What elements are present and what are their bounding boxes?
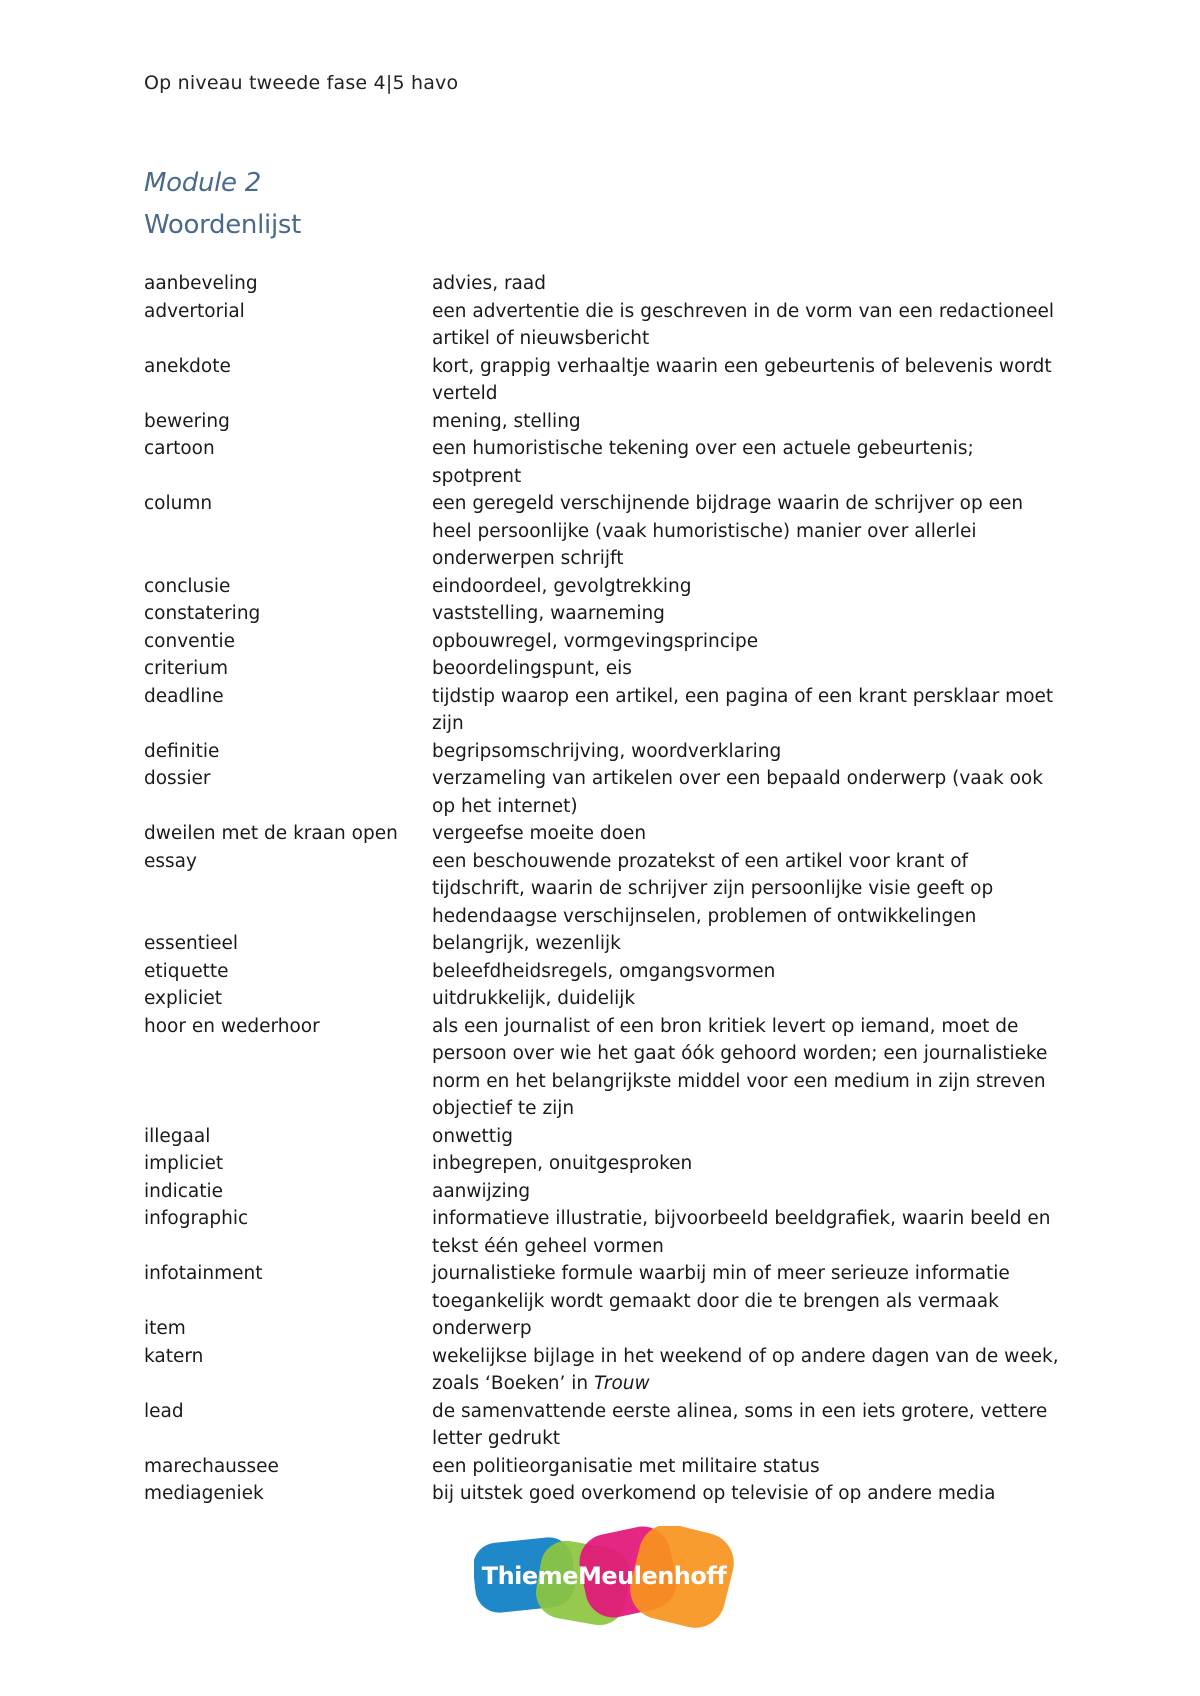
- glossary-term: anekdote: [144, 355, 231, 377]
- glossary-term: conclusie: [144, 575, 231, 597]
- glossary-entry: [144, 573, 1064, 601]
- glossary-definition: [432, 765, 1064, 820]
- definition-text: wekelijkse bijlage in het weekend of op andere dagen van de week, zoals ‘Boeken’ in: [432, 1345, 1059, 1394]
- glossary-term: expliciet: [144, 988, 222, 1009]
- glossary-entry: [144, 1480, 1064, 1508]
- glossary-definition: [432, 573, 1064, 601]
- glossary-entry: [144, 683, 1064, 738]
- glossary-term: item: [144, 1318, 186, 1339]
- glossary-definition: [432, 1205, 1064, 1260]
- definition-text: vergeefse moeite doen: [432, 823, 647, 844]
- glossary-entry: [144, 490, 1064, 573]
- definition-text: informatieve illustratie, bijvoorbeeld beeldgrafiek, waarin beeld en tekst één geheel vormen: [432, 1208, 1051, 1257]
- section-title: Woordenlijst: [144, 210, 302, 240]
- glossary-entry: [144, 765, 1064, 820]
- glossary-entry: [144, 1178, 1064, 1206]
- definition-text: de samenvattende eerste alinea, soms in een iets grotere, vettere letter gedrukt: [432, 1400, 1048, 1449]
- glossary-term: aanbeveling: [144, 273, 258, 294]
- definition-text: als een journalist of een bron kritiek levert op iemand, moet de persoon over wie het gaat óók gehoord worden; een journalistieke norm en het belangrijkste middel voor een medium in zijn streven objectief te zijn: [432, 1015, 1048, 1119]
- glossary-term: cartoon: [144, 438, 215, 459]
- glossary-entry: [144, 930, 1064, 958]
- definition-text: een beschouwende prozatekst of een artikel voor krant of tijdschrift, waarin de schrijver zijn persoonlijke visie geeft op hedendaagse verschijnselen, problemen of ontwikkelingen: [432, 850, 994, 927]
- glossary-definition: [432, 1453, 1064, 1481]
- definition-text: een advertentie die is geschreven in de vorm van een redactioneel artikel of nieuwsbericht: [432, 300, 1055, 349]
- glossary-definition: [432, 1480, 1064, 1508]
- definition-text: kort, grappig verhaaltje waarin een gebeurtenis of belevenis wordt verteld: [432, 355, 1052, 404]
- logo-wordmark: ThiemeMeulenhoff: [481, 1562, 727, 1590]
- definition-text: een politieorganisatie met militaire status: [432, 1455, 820, 1477]
- glossary-definition: [432, 930, 1064, 958]
- glossary-term: essentieel: [144, 933, 239, 954]
- definition-text: vaststelling, waarneming: [432, 603, 665, 624]
- glossary-definition: [432, 1178, 1064, 1206]
- glossary-term: hoor en wederhoor: [144, 1015, 320, 1037]
- definition-text: onderwerp: [432, 1318, 532, 1339]
- glossary-definition: [432, 1315, 1064, 1343]
- glossary-term: etiquette: [144, 960, 229, 982]
- glossary-definition: [432, 1123, 1064, 1151]
- glossary-term: advertorial: [144, 300, 245, 322]
- glossary-definition: [432, 628, 1064, 656]
- glossary-list: [144, 270, 1064, 1508]
- definition-text: begripsomschrijving, woordverklaring: [432, 740, 782, 762]
- definition-text: beoordelingspunt, eis: [432, 658, 632, 679]
- definition-text: aanwijzing: [432, 1180, 531, 1202]
- glossary-entry: [144, 1205, 1064, 1260]
- glossary-entry: [144, 1453, 1064, 1481]
- glossary-entry: [144, 600, 1064, 628]
- glossary-entry: [144, 820, 1064, 848]
- glossary-entry: [144, 270, 1064, 298]
- glossary-term: impliciet: [144, 1153, 224, 1174]
- glossary-definition: [432, 298, 1064, 353]
- glossary-term: lead: [144, 1400, 184, 1422]
- definition-text: journalistieke formule waarbij min of meer serieuze informatie toegankelijk wordt gemaakt door die te brengen als vermaak: [432, 1263, 1010, 1312]
- glossary-term: essay: [144, 850, 197, 872]
- glossary-entry: [144, 353, 1064, 408]
- glossary-definition: [432, 985, 1064, 1013]
- glossary-definition: [432, 1260, 1064, 1315]
- glossary-term: mediageniek: [144, 1483, 264, 1504]
- glossary-definition: [432, 848, 1064, 931]
- glossary-term: definitie: [144, 740, 220, 762]
- glossary-term: infographic: [144, 1208, 249, 1229]
- glossary-term: column: [144, 493, 213, 514]
- glossary-entry: [144, 848, 1064, 931]
- running-header: Op niveau tweede fase 4|5 havo: [144, 72, 459, 94]
- glossary-term: constatering: [144, 603, 261, 624]
- glossary-entry: [144, 628, 1064, 656]
- definition-text: een humoristische tekening over een actuele gebeurtenis; spotprent: [432, 438, 974, 487]
- definition-text: tijdstip waarop een artikel, een pagina of een krant persklaar moet zijn: [432, 685, 1054, 734]
- glossary-term: marechaussee: [144, 1455, 279, 1477]
- glossary-term: criterium: [144, 658, 229, 679]
- glossary-entry: [144, 985, 1064, 1013]
- glossary-definition: [432, 683, 1064, 738]
- glossary-term: indicatie: [144, 1180, 224, 1202]
- glossary-entry: [144, 298, 1064, 353]
- glossary-definition: [432, 353, 1064, 408]
- glossary-entry: [144, 1150, 1064, 1178]
- glossary-term: deadline: [144, 685, 224, 707]
- glossary-entry: [144, 1260, 1064, 1315]
- glossary-definition: [432, 958, 1064, 986]
- module-title: Module 2: [144, 168, 261, 198]
- glossary-entry: [144, 655, 1064, 683]
- glossary-entry: [144, 738, 1064, 766]
- definition-text: bij uitstek goed overkomend op televisie of op andere media: [432, 1483, 996, 1504]
- glossary-definition: [432, 270, 1064, 298]
- glossary-definition: [432, 490, 1064, 573]
- glossary-term: dweilen met de kraan open: [144, 823, 398, 844]
- glossary-term: dossier: [144, 768, 211, 789]
- definition-emphasis: Trouw: [593, 1373, 650, 1394]
- glossary-entry: [144, 408, 1064, 436]
- definition-text: opbouwregel, vormgevingsprincipe: [432, 630, 759, 652]
- glossary-entry: [144, 1315, 1064, 1343]
- definition-text: mening, stelling: [432, 410, 581, 432]
- glossary-entry: [144, 958, 1064, 986]
- glossary-definition: [432, 1150, 1064, 1178]
- definition-text: beleefdheidsregels, omgangsvormen: [432, 960, 776, 982]
- glossary-definition: [432, 820, 1064, 848]
- glossary-definition: [432, 1343, 1064, 1398]
- glossary-entry: [144, 1123, 1064, 1151]
- glossary-definition: [432, 435, 1064, 490]
- glossary-definition: [432, 600, 1064, 628]
- glossary-term: conventie: [144, 630, 236, 652]
- glossary-definition: [432, 1013, 1064, 1123]
- glossary-entry: [144, 1398, 1064, 1453]
- glossary-definition: [432, 738, 1064, 766]
- glossary-definition: [432, 408, 1064, 436]
- definition-text: uitdrukkelijk, duidelijk: [432, 988, 636, 1009]
- definition-text: verzameling van artikelen over een bepaald onderwerp (vaak ook op het internet): [432, 768, 1043, 817]
- glossary-entry: [144, 1343, 1064, 1398]
- definition-text: een geregeld verschijnende bijdrage waarin de schrijver op een heel persoonlijke (vaak humoristische) manier over allerlei onderwerpen schrijft: [432, 493, 1024, 569]
- glossary-term: bewering: [144, 410, 230, 432]
- glossary-term: katern: [144, 1345, 204, 1367]
- definition-text: belangrijk, wezenlijk: [432, 933, 621, 954]
- glossary-definition: [432, 655, 1064, 683]
- glossary-entry: [144, 435, 1064, 490]
- publisher-logo: [474, 1526, 734, 1630]
- glossary-entry: [144, 1013, 1064, 1123]
- glossary-term: illegaal: [144, 1125, 211, 1147]
- definition-text: eindoordeel, gevolgtrekking: [432, 575, 692, 597]
- glossary-definition: [432, 1398, 1064, 1453]
- glossary-term: infotainment: [144, 1263, 263, 1284]
- definition-text: onwettig: [432, 1125, 513, 1147]
- definition-text: inbegrepen, onuitgesproken: [432, 1153, 693, 1174]
- definition-text: advies, raad: [432, 273, 546, 294]
